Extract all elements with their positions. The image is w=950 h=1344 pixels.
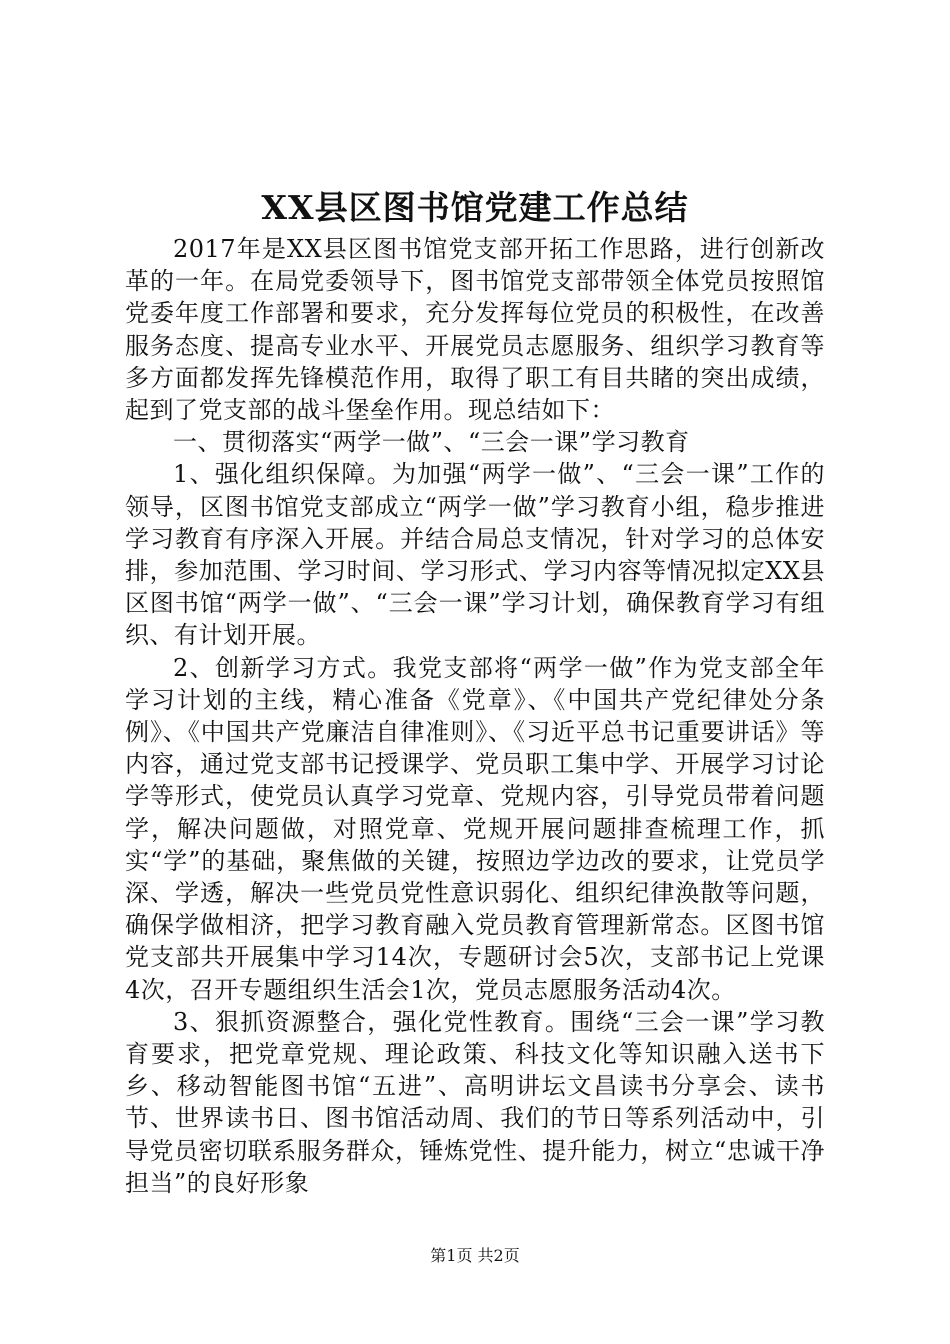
paragraph-item-1: 1、强化组织保障。为加强“两学一做”、“三会一课”工作的领导，区图书馆党支部成立“两学一做”学习教育小组，稳步推进学习教育有序深入开展。并结合局总支情况，针对学习的总体安排，参加范围、学习时间、学习形式、学习内容等情况拟定XX县区图书馆“两学一做”、“三会一课”学习计划，确保教育学习有组织、有计划开展。	[125, 460, 825, 650]
paragraph-item-2: 2、创新学习方式。我党支部将“两学一做”作为党支部全年学习计划的主线，精心准备《党章》、《中国共产党纪律处分条例》、《中国共产党廉洁自律准则》、《习近平总书记重要讲话》等内容，通过党支部书记授课学、党员职工集中学、开展学习讨论学等形式，使党员认真学习党章、党规内容，引导党员带着问题学，解决问题做，对照党章、党规开展问题排查梳理工作，抓实“学”的基础，聚焦做的关键，按照边学边改的要求，让党员学深、学透，解决一些党员党性意识弱化、组织纪律涣散等问题，确保学做相济，把学习教育融入党员教育管理新常态。区图书馆党支部共开展集中学习14次，专题研讨会5次，支部书记上党课4次，召开专题组织生活会1次，党员志愿服务活动4次。	[125, 653, 825, 1004]
document-title: XX县区图书馆党建工作总结	[261, 188, 689, 227]
page-number-footer: 第1页 共2页	[430, 1246, 520, 1265]
section-heading-1: 一、贯彻落实“两学一做”、“三会一课”学习教育	[173, 428, 690, 457]
document-body	[125, 233, 825, 1199]
paragraph-intro: 2017年是XX县区图书馆党支部开拓工作思路，进行创新改革的一年。在局党委领导下，图书馆党支部带领全体党员按照馆党委年度工作部署和要求，充分发挥每位党员的积极性，在改善服务态度、提高专业水平、开展党员志愿服务、组织学习教育等多方面都发挥先锋模范作用，取得了职工有目共睹的突出成绩，起到了党支部的战斗堡垒作用。现总结如下：	[125, 235, 825, 425]
paragraph-item-3: 3、狠抓资源整合，强化党性教育。围绕“三会一课”学习教育要求，把党章党规、理论政策、科技文化等知识融入送书下乡、移动智能图书馆“五进”、高明讲坛文昌读书分享会、读书节、世界读书日、图书馆活动周、我们的节日等系列活动中，引导党员密切联系服务群众，锤炼党性、提升能力，树立“忠诚干净担当”的良好形象	[125, 1007, 825, 1197]
